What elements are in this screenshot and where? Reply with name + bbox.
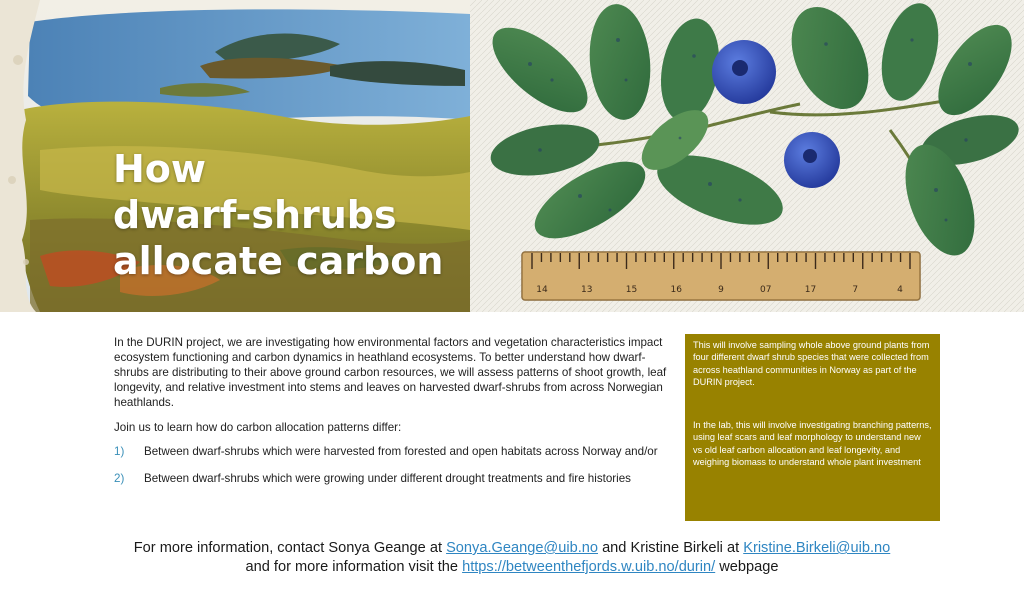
- ruler-number: 14: [536, 285, 548, 295]
- website-line: [0, 558, 1024, 577]
- list-number: 1): [114, 445, 125, 458]
- methods-sampling-text: This will involve sampling whole above ground plants from four different dwarf shrub species that were collected from across heathland communities in Norway as part of the DURIN project.: [693, 340, 930, 387]
- ruler-number: 4: [897, 285, 903, 295]
- ruler-number: 16: [670, 285, 682, 295]
- durin-website-link[interactable]: https://betweenthefjords.w.uib.no/durin/: [462, 559, 716, 575]
- landscape-illustration: [0, 0, 470, 312]
- list-item-text: Between dwarf-shrubs which were harvested from forested and open habitats across Norway and/or: [144, 445, 658, 458]
- ruler-number: 15: [625, 285, 638, 295]
- comparison-list: [114, 444, 676, 486]
- contact-prefix: For more information, contact Sonya Geange at: [133, 540, 447, 556]
- ruler-number: 9: [718, 285, 724, 295]
- email-link-sonya[interactable]: Sonya.Geange@uib.no: [446, 540, 599, 556]
- website-suffix: webpage: [715, 559, 779, 575]
- list-item: [114, 471, 676, 486]
- ruler: [522, 252, 920, 300]
- join-prompt: Join us to learn how do carbon allocation patterns differ:: [114, 421, 402, 434]
- contact-middle: and Kristine Birkeli at: [598, 540, 744, 556]
- methods-box: [685, 334, 940, 521]
- ruler-number: 13: [581, 285, 593, 295]
- ruler-number: 07: [760, 285, 772, 295]
- list-number: 2): [114, 472, 125, 485]
- hero-title-line: allocate carbon: [113, 239, 444, 283]
- ruler-number: 17: [804, 285, 817, 295]
- hero-title-line: How: [113, 147, 207, 191]
- contact-line: [0, 539, 1024, 558]
- hero-title: [113, 146, 470, 284]
- hero-title-line: dwarf-shrubs: [113, 193, 397, 237]
- botanical-illustration: [470, 0, 1024, 312]
- ruler-number: 7: [852, 285, 859, 295]
- contact-footer: [0, 539, 1024, 577]
- list-item: [114, 444, 676, 459]
- website-prefix: and for more information visit the: [245, 559, 463, 575]
- blueberry-sprig-illustration: [470, 0, 1024, 312]
- list-item-text: Between dwarf-shrubs which were growing under different drought treatments and fire histories: [144, 472, 631, 485]
- intro-paragraph: In the DURIN project, we are investigating how environmental factors and vegetation characteristics impact ecosystem functioning and carbon dynamics in heathland ecosystems. To better understand how dwarf-shrubs are distributing to their above ground carbon resources, we will assess patterns of shoot growth, leaf longevity, and relative investment into stems and leaves on harvested dwarf-shrubs from across Norwegian heathlands.: [114, 336, 667, 409]
- methods-lab-text: In the lab, this will involve investigating branching patterns, using leaf scars and leaf morphology to understand new vs old leaf carbon allocation and leaf longevity, and weighing biomass to understand whole plant investment: [693, 420, 932, 468]
- email-link-kristine[interactable]: Kristine.Birkeli@uib.no: [743, 540, 891, 556]
